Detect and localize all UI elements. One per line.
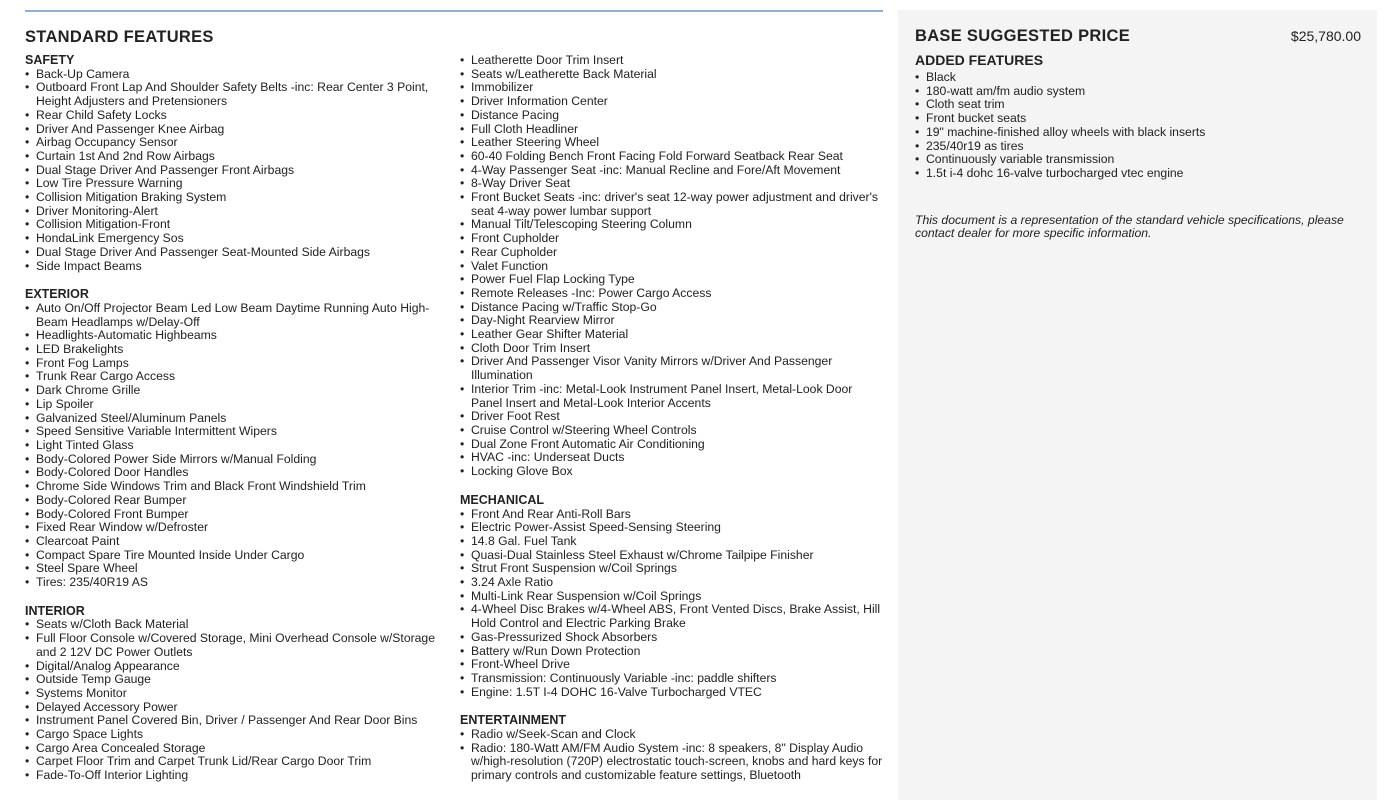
feature-item: • 3.24 Axle Ratio [460,576,885,590]
feature-item: • Fixed Rear Window w/Defroster [25,521,445,535]
added-feature-item: • Black [915,71,1361,85]
feature-item: • Battery w/Run Down Protection [460,645,885,659]
feature-list-exterior [25,302,445,590]
feature-item: • Outboard Front Lap And Shoulder Safety Belts -inc: Rear Center 3 Point, Height Adjusters and Pretensioners [25,81,445,108]
feature-item: • Dual Zone Front Automatic Air Conditioning [460,438,885,452]
feature-item: • Locking Glove Box [460,465,885,479]
feature-item: • Distance Pacing w/Traffic Stop-Go [460,301,885,315]
feature-item: • Collision Mitigation-Front [25,218,445,232]
feature-item: • Seats w/Cloth Back Material [25,618,445,632]
feature-item: • HondaLink Emergency Sos [25,232,445,246]
feature-item: • Front Cupholder [460,232,885,246]
feature-item: • Day-Night Rearview Mirror [460,314,885,328]
feature-item: • Cloth Door Trim Insert [460,342,885,356]
section-gap [25,590,445,605]
section-gap [25,273,445,288]
section-title-entertainment: ENTERTAINMENT [460,713,567,728]
feature-item: • Manual Tilt/Telescoping Steering Column [460,218,885,232]
feature-item: • Valet Function [460,260,885,274]
feature-item: • Driver Information Center [460,95,885,109]
feature-item: • Radio w/Seek-Scan and Clock [460,728,885,742]
feature-item: • Leather Gear Shifter Material [460,328,885,342]
feature-item: • Front-Wheel Drive [460,658,885,672]
feature-item: • Headlights-Automatic Highbeams [25,329,445,343]
added-feature-item: • Continuously variable transmission [915,153,1361,167]
standard-features-title: STANDARD FEATURES [25,28,214,46]
base-price-value: $25,780.00 [1290,28,1361,44]
feature-item: • Body-Colored Power Side Mirrors w/Manual Folding [25,453,445,467]
feature-item: • Curtain 1st And 2nd Row Airbags [25,150,445,164]
feature-item: • Light Tinted Glass [25,439,445,453]
feature-item: • 8-Way Driver Seat [460,177,885,191]
feature-item: • Dual Stage Driver And Passenger Seat-Mounted Side Airbags [25,246,445,260]
feature-item: • Electric Power-Assist Speed-Sensing Steering [460,521,885,535]
base-price-row [915,25,1361,47]
feature-item: • Lip Spoiler [25,398,445,412]
added-feature-item: • Cloth seat trim [915,98,1361,112]
feature-item: • Seats w/Leatherette Back Material [460,68,885,82]
feature-item: • Body-Colored Front Bumper [25,508,445,522]
feature-item: • HVAC -inc: Underseat Ducts [460,451,885,465]
price-sidebar [898,10,1377,800]
feature-item: • Transmission: Continuously Variable -inc: paddle shifters [460,672,885,686]
feature-item: • 60-40 Folding Bench Front Facing Fold Forward Seatback Rear Seat [460,150,885,164]
feature-item: • Dark Chrome Grille [25,384,445,398]
feature-item: • Instrument Panel Covered Bin, Driver / Passenger And Rear Door Bins [25,714,445,728]
header-divider [25,10,883,12]
feature-item: • Speed Sensitive Variable Intermittent Wipers [25,425,445,439]
feature-item: • Remote Releases -Inc: Power Cargo Access [460,287,885,301]
feature-item: • Strut Front Suspension w/Coil Springs [460,562,885,576]
feature-item: • Front And Rear Anti-Roll Bars [460,508,885,522]
section-title-safety: SAFETY [25,53,75,67]
feature-item: • Full Floor Console w/Covered Storage, Mini Overhead Console w/Storage and 2 12V DC Power Outlets [25,632,445,659]
feature-item: • Systems Monitor [25,687,445,701]
added-features-title: ADDED FEATURES [915,52,1044,68]
section-gap [460,479,885,494]
feature-item: • Radio: 180-Watt AM/FM Audio System -inc: 8 speakers, 8" Display Audio w/high-resolution (720P) electrostatic touch-screen, knobs and hard keys for primary controls and customizable feature settings, Bluetooth [460,742,885,783]
feature-item: • Outside Temp Gauge [25,673,445,687]
feature-item: • Body-Colored Rear Bumper [25,494,445,508]
base-price-title: BASE SUGGESTED PRICE [915,27,1131,45]
feature-item: • Collision Mitigation Braking System [25,191,445,205]
feature-item: • Airbag Occupancy Sensor [25,136,445,150]
feature-item: • Fade-To-Off Interior Lighting [25,769,445,783]
standard-features-panel [25,26,885,783]
feature-item: • Delayed Accessory Power [25,701,445,715]
feature-item: • Low Tire Pressure Warning [25,177,445,191]
feature-item: • Clearcoat Paint [25,535,445,549]
feature-item: • Auto On/Off Projector Beam Led Low Beam Daytime Running Auto High-Beam Headlamps w/Delay-Off [25,302,445,329]
feature-column-right [460,54,885,783]
feature-item: • Compact Spare Tire Mounted Inside Under Cargo [25,549,445,563]
feature-list-entertainment [460,728,885,783]
feature-item: • Interior Trim -inc: Metal-Look Instrument Panel Insert, Metal-Look Door Panel Insert and Metal-Look Interior Accents [460,383,885,410]
added-feature-item: • 1.5t i-4 dohc 16-valve turbocharged vtec engine [915,167,1361,181]
feature-item: • Driver Monitoring-Alert [25,205,445,219]
feature-item: • Rear Child Safety Locks [25,109,445,123]
feature-item: • 4-Way Passenger Seat -inc: Manual Recline and Fore/Aft Movement [460,164,885,178]
feature-item: • Back-Up Camera [25,68,445,82]
section-title-mechanical: MECHANICAL [460,492,545,507]
feature-item: • Carpet Floor Trim and Carpet Trunk Lid/Rear Cargo Door Trim [25,755,445,769]
added-feature-item: • 19" machine-finished alloy wheels with black inserts [915,126,1361,140]
feature-item: • Steel Spare Wheel [25,562,445,576]
feature-list-safety [25,68,445,274]
feature-item: • Power Fuel Flap Locking Type [460,273,885,287]
added-feature-item: • 180-watt am/fm audio system [915,85,1361,99]
feature-item: • Cargo Space Lights [25,728,445,742]
feature-item: • 14.8 Gal. Fuel Tank [460,535,885,549]
feature-item: • 4-Wheel Disc Brakes w/4-Wheel ABS, Front Vented Discs, Brake Assist, Hill Hold Control and Electric Parking Brake [460,603,885,630]
feature-item: • Gas-Pressurized Shock Absorbers [460,631,885,645]
feature-list-mechanical [460,508,885,700]
feature-item: • Immobilizer [460,81,885,95]
feature-item: • Driver Foot Rest [460,410,885,424]
feature-item: • Galvanized Steel/Aluminum Panels [25,412,445,426]
feature-item: • Front Bucket Seats -inc: driver's seat 12-way power adjustment and driver's seat 4-way power lumbar support [460,191,885,218]
feature-item: • Rear Cupholder [460,246,885,260]
feature-item: • Cargo Area Concealed Storage [25,742,445,756]
feature-item: • Leather Steering Wheel [460,136,885,150]
feature-list-interior [25,618,445,782]
feature-item: • Driver And Passenger Visor Vanity Mirrors w/Driver And Passenger Illumination [460,355,885,382]
feature-list-continued [460,54,885,479]
feature-item: • Chrome Side Windows Trim and Black Front Windshield Trim [25,480,445,494]
feature-item: • Digital/Analog Appearance [25,660,445,674]
added-feature-item: • Front bucket seats [915,112,1361,126]
disclaimer-note: This document is a representation of the standard vehicle specifications, please contact dealer for more specific information. [915,212,1344,241]
feature-item: • Quasi-Dual Stainless Steel Exhaust w/Chrome Tailpipe Finisher [460,549,885,563]
feature-item: • Multi-Link Rear Suspension w/Coil Springs [460,590,885,604]
feature-item: • Full Cloth Headliner [460,123,885,137]
feature-item: • LED Brakelights [25,343,445,357]
added-features-list [915,71,1361,181]
feature-item: • Distance Pacing [460,109,885,123]
feature-item: • Body-Colored Door Handles [25,466,445,480]
feature-item: • Front Fog Lamps [25,357,445,371]
feature-item: • Side Impact Beams [25,260,445,274]
feature-item: • Trunk Rear Cargo Access [25,370,445,384]
feature-item: • Cruise Control w/Steering Wheel Controls [460,424,885,438]
added-feature-item: • 235/40r19 as tires [915,140,1361,154]
feature-item: • Dual Stage Driver And Passenger Front Airbags [25,164,445,178]
section-title-interior: INTERIOR [25,603,85,618]
feature-item: • Tires: 235/40R19 AS [25,576,445,590]
feature-column-left [25,54,445,783]
section-title-exterior: EXTERIOR [25,287,89,302]
section-gap [460,699,885,714]
feature-item: • Leatherette Door Trim Insert [460,54,885,68]
feature-item: • Engine: 1.5T I-4 DOHC 16-Valve Turbocharged VTEC [460,686,885,700]
feature-item: • Driver And Passenger Knee Airbag [25,123,445,137]
